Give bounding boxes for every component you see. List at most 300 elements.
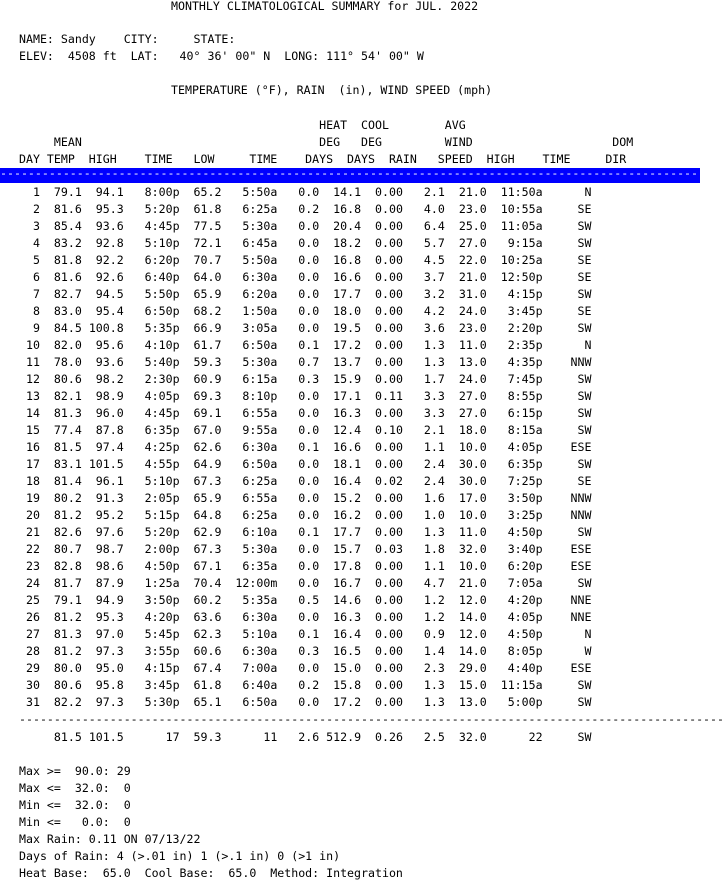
cell-mean-temp: 82.7: [39, 287, 82, 301]
footer-line: Min <= 32.0: 0: [19, 798, 131, 812]
cell-mean-temp: 81.6: [39, 202, 82, 216]
cell-wind-high-time: 4:05p: [486, 610, 543, 624]
station-name-line: NAME: Sandy CITY: STATE:: [19, 32, 236, 46]
cell-low-temp: 60.6: [179, 644, 222, 658]
cell-wind-high: 32.0: [444, 730, 487, 744]
footer-line: Max >= 90.0: 29: [19, 764, 131, 778]
cell-high-temp: 97.6: [81, 525, 124, 539]
cell-day: 11: [19, 355, 40, 369]
cell-wind-high-time: 4:35p: [486, 355, 543, 369]
station-header: [19, 31, 424, 65]
cell-mean-temp: 80.2: [39, 491, 82, 505]
cell-high-temp: 94.5: [81, 287, 124, 301]
table-row: [19, 491, 591, 505]
cell-wind-high: 12.0: [444, 593, 487, 607]
cell-cool-deg-days: 16.4: [319, 627, 362, 641]
cell-wind-high-time: 6:35p: [486, 457, 543, 471]
cell-high-time: 5:10p: [123, 236, 180, 250]
cell-avg-wind-speed: 3.6: [402, 321, 445, 335]
table-row: [19, 542, 591, 556]
table-row: [19, 661, 591, 675]
cell-dom-dir: SW: [542, 287, 592, 301]
cell-wind-high: 13.0: [444, 695, 487, 709]
cell-low-time: 6:50a: [221, 457, 278, 471]
cell-cool-deg-days: 512.9: [319, 730, 362, 744]
cell-mean-temp: 80.0: [39, 661, 82, 675]
cell-day: 28: [19, 644, 40, 658]
cell-high-time: 4:50p: [123, 559, 180, 573]
cell-low-time: 6:45a: [221, 236, 278, 250]
table-row: [19, 355, 591, 369]
cell-heat-deg-days: 0.0: [277, 236, 320, 250]
cell-heat-deg-days: 0.2: [277, 678, 320, 692]
cell-dom-dir: ESE: [542, 440, 592, 454]
cell-wind-high-time: 4:20p: [486, 593, 543, 607]
column-header-line-2: MEAN DEG DEG WIND DOM: [19, 135, 634, 149]
cell-cool-deg-days: 18.2: [319, 236, 362, 250]
cell-heat-deg-days: 2.6: [277, 730, 320, 744]
cell-day: 4: [19, 236, 40, 250]
cell-day: 21: [19, 525, 40, 539]
footer-line: Max <= 32.0: 0: [19, 781, 131, 795]
cell-mean-temp: 80.7: [39, 542, 82, 556]
cell-low-temp: 68.2: [179, 304, 222, 318]
cell-avg-wind-speed: 2.5: [402, 730, 445, 744]
cell-cool-deg-days: 16.2: [319, 508, 362, 522]
cell-day: 2: [19, 202, 40, 216]
cell-avg-wind-speed: 3.2: [402, 287, 445, 301]
cell-avg-wind-speed: 6.4: [402, 219, 445, 233]
cell-cool-deg-days: 16.3: [319, 610, 362, 624]
cell-dom-dir: SW: [542, 576, 592, 590]
cell-mean-temp: 81.2: [39, 644, 82, 658]
cell-mean-temp: 81.7: [39, 576, 82, 590]
cell-avg-wind-speed: 1.0: [402, 508, 445, 522]
cell-day: 15: [19, 423, 40, 437]
cell-wind-high: 31.0: [444, 287, 487, 301]
cell-day: 18: [19, 474, 40, 488]
cell-low-temp: 65.9: [179, 287, 222, 301]
cell-high-temp: 97.3: [81, 695, 124, 709]
cell-low-time: 7:00a: [221, 661, 278, 675]
cell-rain: 0.03: [361, 542, 403, 556]
cell-wind-high-time: 4:40p: [486, 661, 543, 675]
cell-cool-deg-days: 14.6: [319, 593, 362, 607]
cell-cool-deg-days: 16.5: [319, 644, 362, 658]
cell-low-temp: 64.9: [179, 457, 222, 471]
cell-cool-deg-days: 12.4: [319, 423, 362, 437]
cell-wind-high-time: 4:05p: [486, 440, 543, 454]
cell-rain: 0.00: [361, 253, 403, 267]
cell-high-temp: 95.4: [81, 304, 124, 318]
cell-day: [19, 730, 40, 744]
cell-wind-high-time: 8:55p: [486, 389, 543, 403]
cell-rain: 0.00: [361, 627, 403, 641]
table-row: [19, 457, 591, 471]
cell-wind-high: 11.0: [444, 525, 487, 539]
cell-low-temp: 65.1: [179, 695, 222, 709]
cell-day: 10: [19, 338, 40, 352]
cell-rain: 0.00: [361, 236, 403, 250]
cell-wind-high: 17.0: [444, 491, 487, 505]
cell-rain: 0.00: [361, 202, 403, 216]
cell-dom-dir: SW: [542, 525, 592, 539]
cell-high-time: 2:30p: [123, 372, 180, 386]
cell-wind-high: 27.0: [444, 236, 487, 250]
cell-high-temp: 95.0: [81, 661, 124, 675]
cell-avg-wind-speed: 4.0: [402, 202, 445, 216]
cell-high-temp: 101.5: [81, 457, 124, 471]
cell-avg-wind-speed: 1.3: [402, 678, 445, 692]
cell-low-temp: 60.9: [179, 372, 222, 386]
cell-high-time: 5:15p: [123, 508, 180, 522]
cell-mean-temp: 85.4: [39, 219, 82, 233]
cell-low-time: 6:15a: [221, 372, 278, 386]
cell-rain: 0.00: [361, 593, 403, 607]
cell-day: 9: [19, 321, 40, 335]
table-row: [19, 423, 591, 437]
cell-low-time: 6:30a: [221, 270, 278, 284]
cell-avg-wind-speed: 2.4: [402, 474, 445, 488]
cell-heat-deg-days: 0.1: [277, 525, 320, 539]
cell-heat-deg-days: 0.3: [277, 372, 320, 386]
cell-mean-temp: 81.5: [39, 440, 82, 454]
cell-avg-wind-speed: 1.1: [402, 559, 445, 573]
cell-low-time: 5:30a: [221, 219, 278, 233]
cell-heat-deg-days: 0.0: [277, 321, 320, 335]
cell-mean-temp: 81.3: [39, 627, 82, 641]
cell-low-temp: 65.2: [179, 185, 222, 199]
cell-wind-high: 27.0: [444, 389, 487, 403]
table-row: [19, 576, 591, 590]
cell-rain: 0.00: [361, 372, 403, 386]
cell-low-temp: 70.4: [179, 576, 222, 590]
cell-high-time: 5:35p: [123, 321, 180, 335]
cell-low-temp: 70.7: [179, 253, 222, 267]
cell-cool-deg-days: 16.8: [319, 202, 362, 216]
footer-line: Heat Base: 65.0 Cool Base: 65.0 Method: Integration: [19, 866, 403, 880]
cell-cool-deg-days: 19.5: [319, 321, 362, 335]
cell-avg-wind-speed: 2.3: [402, 661, 445, 675]
cell-day: 30: [19, 678, 40, 692]
cell-low-time: 5:50a: [221, 185, 278, 199]
table-row: [19, 202, 591, 216]
cell-rain: 0.00: [361, 338, 403, 352]
cell-avg-wind-speed: 2.4: [402, 457, 445, 471]
table-row: [19, 236, 591, 250]
cell-day: 13: [19, 389, 40, 403]
cell-wind-high-time: 5:00p: [486, 695, 543, 709]
cell-rain: 0.00: [361, 406, 403, 420]
cell-low-temp: 67.3: [179, 542, 222, 556]
cell-day: 29: [19, 661, 40, 675]
cell-rain: 0.00: [361, 559, 403, 573]
cell-cool-deg-days: 14.1: [319, 185, 362, 199]
cell-day: 31: [19, 695, 40, 709]
cell-dom-dir: SE: [542, 270, 592, 284]
cell-high-temp: 93.6: [81, 219, 124, 233]
cell-rain: 0.00: [361, 440, 403, 454]
cell-dom-dir: ESE: [542, 661, 592, 675]
cell-heat-deg-days: 0.0: [277, 287, 320, 301]
cell-rain: 0.00: [361, 219, 403, 233]
cell-wind-high-time: 4:50p: [486, 627, 543, 641]
cell-avg-wind-speed: 1.2: [402, 610, 445, 624]
cell-low-time: 8:10p: [221, 389, 278, 403]
cell-avg-wind-speed: 3.7: [402, 270, 445, 284]
table-row: [19, 338, 591, 352]
cell-dom-dir: N: [542, 338, 592, 352]
totals-separator: -----------------------------------------------------------------------------------------------------: [19, 712, 724, 726]
cell-dom-dir: SE: [542, 253, 592, 267]
cell-high-time: 5:50p: [123, 287, 180, 301]
cell-mean-temp: 81.4: [39, 474, 82, 488]
cell-wind-high: 13.0: [444, 355, 487, 369]
cell-wind-high-time: 3:50p: [486, 491, 543, 505]
cell-wind-high-time: 8:05p: [486, 644, 543, 658]
cell-wind-high-time: 4:50p: [486, 525, 543, 539]
cell-high-time: 5:10p: [123, 474, 180, 488]
cell-avg-wind-speed: 2.1: [402, 185, 445, 199]
cell-low-temp: 65.9: [179, 491, 222, 505]
cell-low-time: 6:25a: [221, 474, 278, 488]
cell-dom-dir: ESE: [542, 559, 592, 573]
cell-avg-wind-speed: 1.3: [402, 525, 445, 539]
cell-day: 19: [19, 491, 40, 505]
cell-mean-temp: 82.1: [39, 389, 82, 403]
cell-high-temp: 91.3: [81, 491, 124, 505]
cell-low-temp: 59.3: [179, 730, 222, 744]
cell-low-time: 6:25a: [221, 202, 278, 216]
cell-dom-dir: SW: [542, 219, 592, 233]
cell-wind-high-time: 6:15p: [486, 406, 543, 420]
table-row: [19, 389, 591, 403]
cell-cool-deg-days: 15.2: [319, 491, 362, 505]
cell-high-temp: 94.9: [81, 593, 124, 607]
cell-heat-deg-days: 0.0: [277, 474, 320, 488]
column-header-line-1: HEAT COOL AVG: [19, 118, 466, 132]
cell-heat-deg-days: 0.1: [277, 440, 320, 454]
table-row: [19, 219, 591, 233]
cell-high-time: 3:55p: [123, 644, 180, 658]
cell-wind-high: 21.0: [444, 270, 487, 284]
cell-wind-high: 18.0: [444, 423, 487, 437]
cell-low-time: 6:30a: [221, 610, 278, 624]
cell-low-time: 6:25a: [221, 508, 278, 522]
cell-high-time: 4:15p: [123, 661, 180, 675]
cell-high-time: 4:20p: [123, 610, 180, 624]
cell-heat-deg-days: 0.0: [277, 610, 320, 624]
cell-rain: 0.00: [361, 644, 403, 658]
cell-high-time: 4:45p: [123, 219, 180, 233]
cell-wind-high-time: 3:25p: [486, 508, 543, 522]
cell-dom-dir: NNW: [542, 491, 592, 505]
cell-mean-temp: 83.0: [39, 304, 82, 318]
cell-mean-temp: 84.5: [39, 321, 82, 335]
cell-low-temp: 64.0: [179, 270, 222, 284]
cell-day: 17: [19, 457, 40, 471]
cell-dom-dir: SE: [542, 474, 592, 488]
cell-wind-high: 24.0: [444, 372, 487, 386]
cell-low-temp: 77.5: [179, 219, 222, 233]
cell-low-time: 5:35a: [221, 593, 278, 607]
cell-avg-wind-speed: 4.5: [402, 253, 445, 267]
cell-wind-high: 23.0: [444, 202, 487, 216]
cell-rain: 0.00: [361, 270, 403, 284]
cell-rain: 0.00: [361, 457, 403, 471]
cell-mean-temp: 83.1: [39, 457, 82, 471]
cell-low-time: 6:55a: [221, 491, 278, 505]
cell-high-time: 3:45p: [123, 678, 180, 692]
cell-high-temp: 98.9: [81, 389, 124, 403]
cell-cool-deg-days: 18.1: [319, 457, 362, 471]
cell-heat-deg-days: 0.0: [277, 219, 320, 233]
cell-wind-high: 30.0: [444, 457, 487, 471]
cell-avg-wind-speed: 1.2: [402, 593, 445, 607]
totals-row: [19, 729, 591, 746]
cell-high-time: 17: [123, 730, 180, 744]
cell-high-time: 4:45p: [123, 406, 180, 420]
cell-high-temp: 97.3: [81, 644, 124, 658]
cell-dom-dir: SE: [542, 202, 592, 216]
cell-cool-deg-days: 17.7: [319, 287, 362, 301]
cell-dom-dir: W: [542, 644, 592, 658]
cell-wind-high-time: 10:55a: [486, 202, 543, 216]
cell-rain: 0.26: [361, 730, 403, 744]
cell-wind-high-time: 7:45p: [486, 372, 543, 386]
cell-low-time: 5:30a: [221, 542, 278, 556]
cell-day: 8: [19, 304, 40, 318]
cell-high-time: 2:05p: [123, 491, 180, 505]
cell-rain: 0.00: [361, 661, 403, 675]
cell-avg-wind-speed: 3.3: [402, 389, 445, 403]
cell-low-temp: 69.3: [179, 389, 222, 403]
table-row: [19, 440, 591, 454]
cell-wind-high: 25.0: [444, 219, 487, 233]
cell-cool-deg-days: 15.0: [319, 661, 362, 675]
cell-wind-high-time: 2:20p: [486, 321, 543, 335]
cell-wind-high: 10.0: [444, 440, 487, 454]
station-location-line: ELEV: 4508 ft LAT: 40° 36' 00" N LONG: 111° 54' 00" W: [19, 49, 424, 63]
cell-low-time: 6:35a: [221, 559, 278, 573]
cell-high-temp: 94.1: [81, 185, 124, 199]
cell-high-time: 6:40p: [123, 270, 180, 284]
table-row: [19, 474, 591, 488]
cell-rain: 0.11: [361, 389, 403, 403]
cell-high-temp: 92.6: [81, 270, 124, 284]
table-row: [19, 253, 591, 267]
cell-high-temp: 92.2: [81, 253, 124, 267]
cell-high-time: 6:50p: [123, 304, 180, 318]
cell-rain: 0.10: [361, 423, 403, 437]
cell-low-time: 6:30a: [221, 440, 278, 454]
cell-wind-high-time: 22: [486, 730, 543, 744]
cell-wind-high-time: 11:15a: [486, 678, 543, 692]
cell-high-time: 6:20p: [123, 253, 180, 267]
cell-avg-wind-speed: 1.6: [402, 491, 445, 505]
daily-table: [19, 184, 591, 711]
column-header-line-3: DAY TEMP HIGH TIME LOW TIME DAYS DAYS RAIN SPEED HIGH TIME DIR: [19, 152, 627, 166]
cell-cool-deg-days: 16.6: [319, 440, 362, 454]
cell-avg-wind-speed: 1.3: [402, 355, 445, 369]
cell-high-time: 5:20p: [123, 202, 180, 216]
cell-rain: 0.00: [361, 287, 403, 301]
cell-cool-deg-days: 16.8: [319, 253, 362, 267]
cell-high-time: 5:40p: [123, 355, 180, 369]
cell-heat-deg-days: 0.0: [277, 542, 320, 556]
table-row: [19, 508, 591, 522]
cell-day: 7: [19, 287, 40, 301]
cell-high-temp: 87.9: [81, 576, 124, 590]
cell-high-temp: 101.5: [81, 730, 124, 744]
cell-day: 23: [19, 559, 40, 573]
cell-wind-high-time: 6:20p: [486, 559, 543, 573]
cell-low-time: 11: [221, 730, 278, 744]
cell-high-time: 8:00p: [123, 185, 180, 199]
cell-high-time: 4:10p: [123, 338, 180, 352]
cell-low-time: 1:50a: [221, 304, 278, 318]
cell-wind-high-time: 11:05a: [486, 219, 543, 233]
cell-high-temp: 95.2: [81, 508, 124, 522]
cell-day: 26: [19, 610, 40, 624]
cell-dom-dir: ESE: [542, 542, 592, 556]
cell-dom-dir: SW: [542, 695, 592, 709]
cell-wind-high-time: 7:05a: [486, 576, 543, 590]
cell-low-time: 6:55a: [221, 406, 278, 420]
cell-high-time: 4:25p: [123, 440, 180, 454]
cell-cool-deg-days: 17.8: [319, 559, 362, 573]
cell-low-time: 5:30a: [221, 355, 278, 369]
cell-low-time: 6:40a: [221, 678, 278, 692]
cell-high-temp: 87.8: [81, 423, 124, 437]
cell-low-temp: 67.0: [179, 423, 222, 437]
cell-mean-temp: 79.1: [39, 185, 82, 199]
footer-line: Min <= 0.0: 0: [19, 815, 131, 829]
cell-heat-deg-days: 0.0: [277, 576, 320, 590]
cell-low-temp: 64.8: [179, 508, 222, 522]
cell-wind-high: 14.0: [444, 644, 487, 658]
cell-mean-temp: 81.2: [39, 508, 82, 522]
cell-mean-temp: 81.8: [39, 253, 82, 267]
cell-heat-deg-days: 0.0: [277, 695, 320, 709]
table-row: [19, 406, 591, 420]
cell-high-temp: 96.0: [81, 406, 124, 420]
cell-cool-deg-days: 16.6: [319, 270, 362, 284]
table-row: [19, 270, 591, 284]
cell-wind-high: 10.0: [444, 508, 487, 522]
cell-low-temp: 60.2: [179, 593, 222, 607]
cell-dom-dir: SW: [542, 406, 592, 420]
cell-low-temp: 63.6: [179, 610, 222, 624]
cell-dom-dir: NNE: [542, 610, 592, 624]
cell-high-temp: 98.6: [81, 559, 124, 573]
totals-row-values: [19, 730, 591, 744]
cell-avg-wind-speed: 5.7: [402, 236, 445, 250]
cell-wind-high-time: 3:40p: [486, 542, 543, 556]
cell-wind-high: 10.0: [444, 559, 487, 573]
cell-mean-temp: 82.6: [39, 525, 82, 539]
cell-mean-temp: 81.3: [39, 406, 82, 420]
cell-low-temp: 67.3: [179, 474, 222, 488]
cell-cool-deg-days: 13.7: [319, 355, 362, 369]
cell-high-time: 5:30p: [123, 695, 180, 709]
cell-mean-temp: 80.6: [39, 372, 82, 386]
cell-wind-high-time: 8:15a: [486, 423, 543, 437]
cell-mean-temp: 82.8: [39, 559, 82, 573]
cell-low-time: 6:50a: [221, 695, 278, 709]
cell-rain: 0.00: [361, 576, 403, 590]
cell-mean-temp: 82.2: [39, 695, 82, 709]
